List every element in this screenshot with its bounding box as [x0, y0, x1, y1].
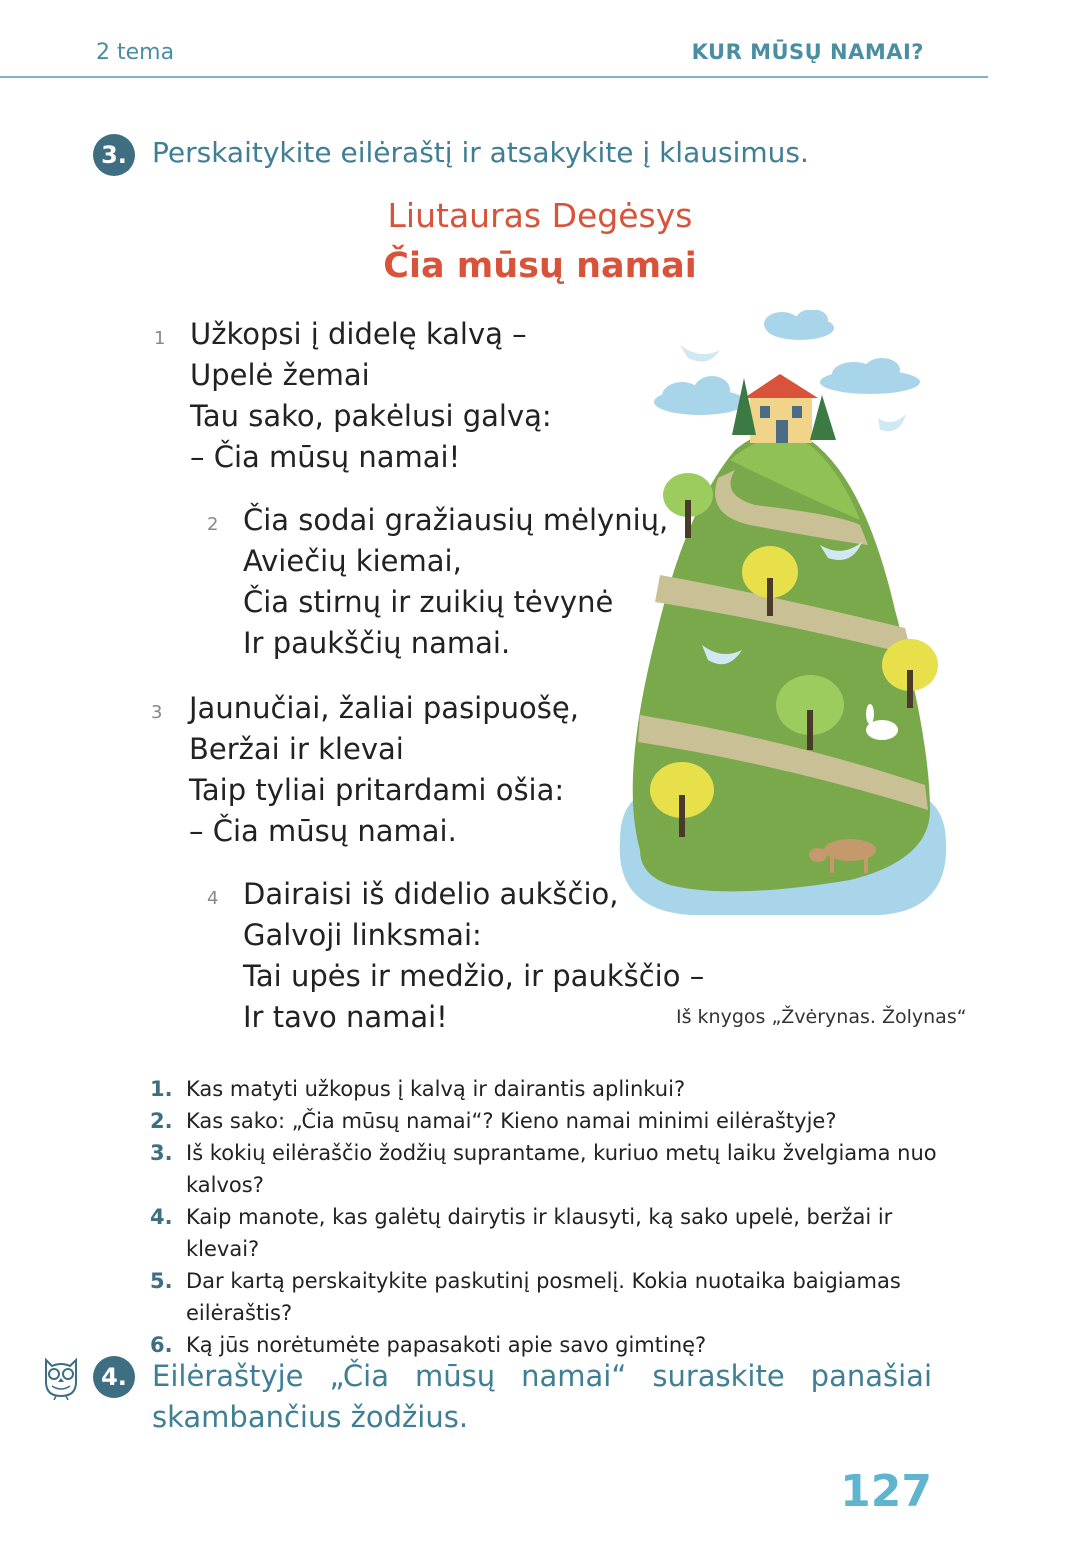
question-number: 4.	[150, 1205, 173, 1229]
list-item	[150, 1105, 940, 1137]
list-item	[150, 1265, 940, 1329]
question-text: Iš kokių eilėraščio žodžių suprantame, kuriuo metų laiku žvelgiama nuo kalvos?	[186, 1141, 937, 1197]
stanza-2-number: 2	[207, 514, 219, 535]
page-number: 127	[840, 1466, 932, 1517]
exercise-3-number: 3.	[93, 134, 135, 176]
stanza-1	[190, 314, 552, 478]
poem-line: Tai upės ir medžio, ir paukščio –	[243, 959, 705, 993]
question-number: 2.	[150, 1109, 173, 1133]
poem-line: Čia stirnų ir zuikių tėvynė	[243, 585, 614, 619]
list-item	[150, 1073, 940, 1105]
poem-line: Ir tavo namai!	[243, 1000, 448, 1034]
question-number: 5.	[150, 1269, 173, 1293]
question-text: Kas sako: „Čia mūsų namai“? Kieno namai minimi eilėraštyje?	[186, 1109, 837, 1133]
stanza-2	[243, 500, 668, 664]
exercise-4-instruction: Eilėraštyje „Čia mūsų namai“ suraskite panašiai skambančius žodžius.	[152, 1359, 932, 1434]
question-number: 3.	[150, 1141, 173, 1165]
header-section-title: KUR MŪSŲ NAMAI?	[691, 40, 924, 64]
question-number: 6.	[150, 1333, 173, 1357]
poem-line: – Čia mūsų namai.	[189, 814, 457, 848]
poem-line: – Čia mūsų namai!	[190, 440, 461, 474]
poem-line: Taip tyliai pritardami ošia:	[189, 773, 565, 807]
question-text: Ką jūs norėtumėte papasakoti apie savo gimtinę?	[186, 1333, 707, 1357]
question-text: Kas matyti užkopus į kalvą ir dairantis aplinkui?	[186, 1077, 686, 1101]
poem-line: Galvoji linksmai:	[243, 918, 482, 952]
header-divider	[0, 76, 988, 78]
poem-line: Užkopsi į didelę kalvą –	[190, 317, 527, 351]
poem-title: Čia mūsų namai	[383, 246, 697, 286]
hill-with-house-illustration	[610, 310, 955, 925]
poem-author: Liutauras Degėsys	[387, 196, 693, 235]
question-list	[150, 1073, 940, 1361]
owl-icon	[42, 1352, 80, 1400]
question-text: Kaip manote, kas galėtų dairytis ir klausyti, ką sako upelė, beržai ir klevai?	[186, 1205, 893, 1261]
stanza-3	[189, 688, 579, 852]
poem-line: Upelė žemai	[190, 358, 370, 392]
exercise-3-instruction: Perskaitykite eilėraštį ir atsakykite į klausimus.	[152, 136, 809, 169]
stanza-1-number: 1	[154, 328, 166, 349]
poem-line: Beržai ir klevai	[189, 732, 404, 766]
poem-source: Iš knygos „Žvėrynas. Žolynas“	[676, 1006, 967, 1028]
list-item	[150, 1201, 940, 1265]
exercise-4-number: 4.	[93, 1356, 135, 1398]
question-text: Dar kartą perskaitykite paskutinį posmelį. Kokia nuotaika baigiamas eilėraštis?	[186, 1269, 901, 1325]
poem-line: Čia sodai gražiausių mėlynių,	[243, 503, 669, 537]
stanza-3-number: 3	[151, 702, 163, 723]
poem-line: Ir paukščių namai.	[243, 626, 511, 660]
poem-line: Jaunučiai, žaliai pasipuošę,	[189, 691, 579, 725]
poem-line: Tau sako, pakėlusi galvą:	[190, 399, 552, 433]
poem-line: Aviečių kiemai,	[243, 544, 462, 578]
poem-line: Dairaisi iš didelio aukščio,	[243, 877, 619, 911]
question-number: 1.	[150, 1077, 173, 1101]
header-topic: 2 tema	[96, 40, 175, 65]
stanza-4-number: 4	[207, 888, 219, 909]
list-item	[150, 1137, 940, 1201]
